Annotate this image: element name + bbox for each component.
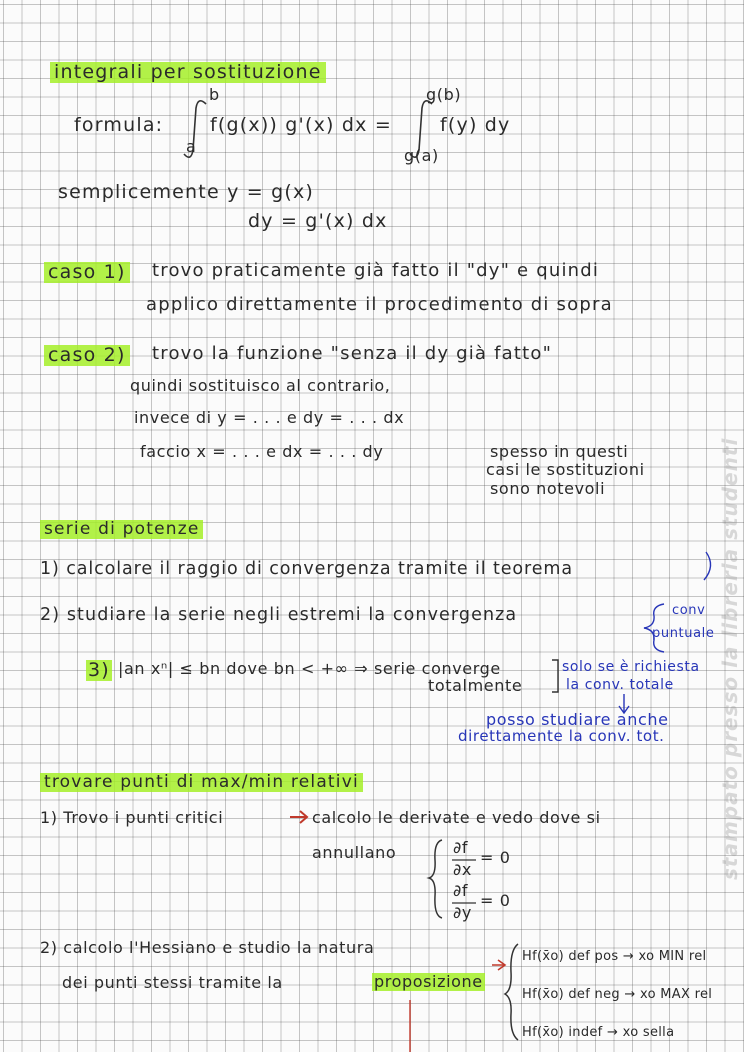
section-title-max-min: trovare punti di max/min relativi <box>40 773 363 792</box>
deriv-x-num: ∂f <box>453 838 469 857</box>
deriv-y-eq0: = 0 <box>480 891 511 910</box>
integral-lower-ga: g(a) <box>404 146 439 165</box>
integrand-left: f(g(x)) g'(x) dx = <box>210 114 392 136</box>
maxmin-item-2a: 2) calcolo l'Hessiano e studio la natura <box>40 938 375 957</box>
side-note-a: solo se è richiesta <box>562 659 700 675</box>
curve-teorema <box>704 552 711 580</box>
integral-upper-gb: g(b) <box>426 85 462 104</box>
arrow-hessian <box>492 960 505 970</box>
side-note-b: la conv. totale <box>566 677 674 693</box>
maxmin-item-2c: proposizione <box>374 972 483 991</box>
bracket-totalmente <box>552 660 558 692</box>
hessian-def-neg: Hf(x̄o) def neg → xo MAX rel <box>522 987 713 1002</box>
serie-item-3-expr: |an xⁿ| ≤ bn dove bn < +∞ ⇒ serie converge <box>118 659 501 678</box>
section-title-serie: serie di potenze <box>40 520 203 539</box>
serie-item-1: 1) calcolare il raggio di convergenza tramite il teorema <box>40 559 573 579</box>
section-title-integrali: integrali per sostituzione <box>50 62 326 83</box>
caso1-text-b: applico direttamente il procedimento di sopra <box>146 294 613 315</box>
maxmin-item-1c: annullano <box>312 843 397 862</box>
caso2-text-b: quindi sostituisco al contrario, <box>130 376 391 395</box>
hessian-indef: Hf(x̄o) indef → xo sella <box>522 1025 675 1040</box>
caso1-label: caso 1) <box>44 262 130 283</box>
serie-item-3-label: 3) <box>88 659 110 681</box>
deriv-y-den: ∂y <box>453 903 472 922</box>
formula-label: formula: <box>74 114 164 136</box>
maxmin-item-2b: dei punti stessi tramite la <box>62 973 283 992</box>
hessian-brace <box>505 944 518 1040</box>
note-line-c: sono notevoli <box>490 479 606 498</box>
caso2-label: caso 2) <box>44 345 130 366</box>
semplicemente-line: semplicemente y = g(x) <box>58 181 315 203</box>
note-line-b: casi le sostituzioni <box>486 460 645 479</box>
serie-item-2: 2) studiare la serie negli estremi la convergenza <box>40 605 518 625</box>
deriv-x-eq0: = 0 <box>480 848 511 867</box>
caso1-text-a: trovo praticamente già fatto il "dy" e quindi <box>152 260 600 281</box>
hessian-def-pos: Hf(x̄o) def pos → xo MIN rel <box>522 949 707 964</box>
integral-lower-a: a <box>186 137 197 156</box>
system-brace <box>429 840 442 918</box>
blue-note-b: direttamente la conv. tot. <box>458 727 665 745</box>
caso2-text-c: invece di y = . . . e dy = . . . dx <box>134 408 405 427</box>
caso2-text-d: faccio x = . . . e dx = . . . dy <box>140 442 384 461</box>
conv-label-a: conv <box>672 603 706 618</box>
watermark: stampato presso la libreria studenti <box>718 437 742 880</box>
caso2-text-a: trovo la funzione "senza il dy già fatto" <box>152 343 553 364</box>
dy-line: dy = g'(x) dx <box>248 210 388 232</box>
blue-note-a: posso studiare anche <box>486 710 669 729</box>
deriv-x-den: ∂x <box>453 860 472 879</box>
conv-label-b: puntuale <box>652 626 715 641</box>
maxmin-item-1b: calcolo le derivate e vedo dove si <box>312 808 601 827</box>
deriv-y-num: ∂f <box>453 881 469 900</box>
integrand-right: f(y) dy <box>440 114 511 136</box>
serie-item-3-totalmente: totalmente <box>428 676 523 695</box>
arrow-punti-critici <box>290 811 307 823</box>
maxmin-item-1a: 1) Trovo i punti critici <box>40 808 224 827</box>
integral-upper-b: b <box>209 85 220 104</box>
note-line-a: spesso in questi <box>490 442 629 461</box>
